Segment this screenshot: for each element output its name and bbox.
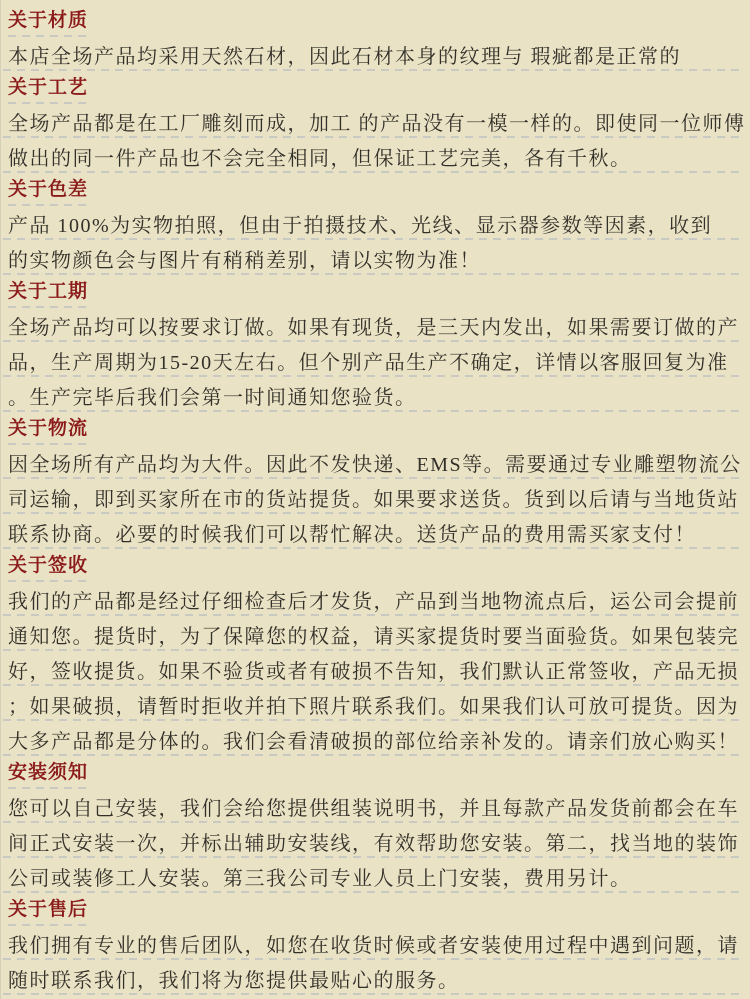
body-line: 品，生产周期为15-20天左右。但个别产品生产不确定，详情以客服回复为准 <box>1 343 750 378</box>
section-body <box>1 789 750 894</box>
body-line: 的实物颜色会与图片有稍稍差别，请以实物为准！ <box>1 241 750 276</box>
section-title: 关于工期 <box>7 276 89 308</box>
body-line: 我们的产品都是经过仔细检查后才发货，产品到当地物流点后，运公司会提前 <box>1 582 750 617</box>
notice-section <box>1 757 750 894</box>
body-line: 您可以自己安装，我们会给您提供组装说明书，并且每款产品发货前都会在车 <box>1 789 750 824</box>
notice-section <box>1 174 750 276</box>
body-line: 产品 100%为实物拍照，但由于拍摄技术、光线、显示器参数等因素，收到 <box>1 206 750 241</box>
section-body <box>1 308 750 413</box>
body-line: 间正式安装一次，并标出辅助安装线，有效帮助您安装。第二，找当地的装饰 <box>1 824 750 859</box>
section-title: 关于材质 <box>7 5 89 37</box>
body-line: 司运输，即到买家所在市的货站提货。如果要求送货。货到以后请与当地货站 <box>1 480 750 515</box>
body-line: 全场产品均可以按要求订做。如果有现货，是三天内发出，如果需要订做的产 <box>1 308 750 343</box>
section-title: 关于签收 <box>7 550 89 582</box>
body-line: 做出的同一件产品也不会完全相同，但保证工艺完美，各有千秋。 <box>1 139 750 174</box>
body-line: 联系协商。必要的时候我们可以帮忙解决。送货产品的费用需买家支付！ <box>1 515 750 550</box>
body-line: 。生产完毕后我们会第一时间通知您验货。 <box>1 378 750 413</box>
section-title: 关于售后 <box>7 894 89 926</box>
body-line: 公司或装修工人安装。第三我公司专业人员上门安装，费用另计。 <box>1 859 750 894</box>
notice-section <box>1 72 750 174</box>
section-title: 安装须知 <box>7 757 89 789</box>
section-body <box>1 445 750 550</box>
body-line: 全场产品都是在工厂雕刻而成，加工 的产品没有一模一样的。即使同一位师傅 <box>1 104 750 139</box>
notice-sections <box>1 5 750 996</box>
notice-section <box>1 413 750 550</box>
section-title: 关于物流 <box>7 413 89 445</box>
section-body <box>1 582 750 757</box>
body-line: 好，签收提货。如果不验货或者有破损不告知，我们默认正常签收，产品无损 <box>1 652 750 687</box>
body-line: 随时联系我们，我们将为您提供最贴心的服务。 <box>1 961 750 996</box>
notice-section <box>1 276 750 413</box>
section-body <box>1 104 750 174</box>
body-line: 因全场所有产品均为大件。因此不发快递、EMS等。需要通过专业雕塑物流公 <box>1 445 750 480</box>
body-line: ；如果破损，请暂时拒收并拍下照片联系我们。如果我们认可放可提货。因为 <box>1 687 750 722</box>
notice-section <box>1 5 750 72</box>
body-line: 通知您。提货时，为了保障您的权益，请买家提货时要当面验货。如果包装完 <box>1 617 750 652</box>
notice-section <box>1 550 750 757</box>
notice-section <box>1 894 750 996</box>
section-body <box>1 206 750 276</box>
body-line: 大多产品都是分体的。我们会看清破损的部位给亲补发的。请亲们放心购买！ <box>1 722 750 757</box>
section-body <box>1 37 750 72</box>
section-body <box>1 926 750 996</box>
body-line: 本店全场产品均采用天然石材，因此石材本身的纹理与 瑕疵都是正常的 <box>1 37 750 72</box>
section-title: 关于工艺 <box>7 72 89 104</box>
section-title: 关于色差 <box>7 174 89 206</box>
body-line: 我们拥有专业的售后团队，如您在收货时候或者安装使用过程中遇到问题，请 <box>1 926 750 961</box>
